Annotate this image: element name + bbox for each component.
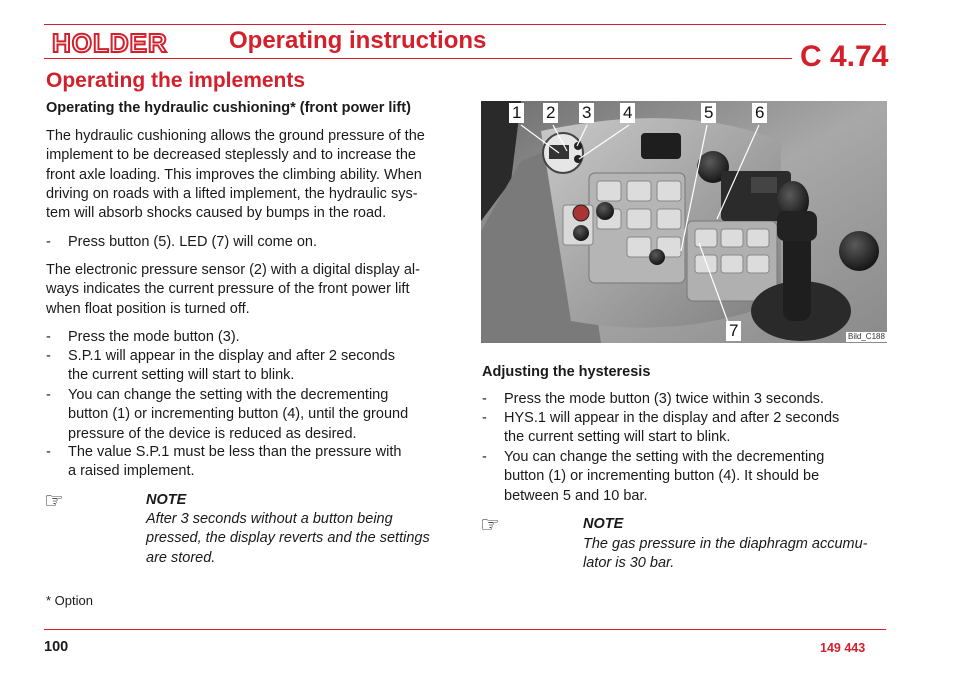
callout-7: 7 [726, 321, 741, 341]
footnote: * Option [46, 593, 93, 608]
text-line: the current setting will start to blink. [68, 367, 295, 384]
list-item [46, 347, 451, 387]
text-line: After 3 seconds without a button being [146, 511, 393, 527]
bullet-dash: - [46, 444, 51, 460]
text-line: implement to be decreased steplessly and to increase the [46, 147, 416, 164]
list-item [482, 409, 887, 449]
header-title: Operating instructions [229, 27, 487, 54]
pointing-hand-icon: ☞ [44, 488, 64, 513]
text-line: front axle loading. This improves the climbing ability. When [46, 166, 422, 183]
bullet-dash: - [482, 449, 487, 465]
holder-logo: HOLDER [52, 28, 168, 58]
list-item [46, 328, 451, 348]
bullet-dash: - [482, 410, 487, 426]
text-line: driving on roads with a lifted implement, the hydraulic sys- [46, 185, 418, 202]
callout-2: 2 [543, 103, 558, 123]
text-line: a raised implement. [68, 463, 195, 480]
callout-6: 6 [752, 103, 767, 123]
control-panel-illustration [481, 101, 887, 343]
text-line: You can change the setting with the decrementing [68, 387, 389, 403]
header-bottom-rule [44, 58, 792, 59]
bullet-text: Press the mode button (3) twice within 3 seconds. [504, 391, 824, 407]
text-line: The gas pressure in the diaphragm accumu- [583, 536, 868, 552]
text-line: The value S.P.1 must be less than the pressure with [68, 444, 402, 460]
bullet-dash: - [482, 391, 487, 407]
text-line: HYS.1 will appear in the display and after 2 seconds [504, 410, 840, 426]
bullet-text [68, 443, 401, 482]
image-credit: Bild_C188 [848, 332, 885, 341]
left-bullet-press-button-5 [46, 233, 451, 253]
bullet-dash: - [46, 329, 51, 345]
text-line: pressure of the device is reduced as desired. [68, 425, 357, 442]
text-line: S.P.1 will appear in the display and after 2 seconds [68, 348, 395, 364]
text-line: The hydraulic cushioning allows the ground pressure of the [46, 128, 425, 144]
left-note-body [146, 510, 451, 568]
left-subheading: Operating the hydraulic cushioning* (front power lift) [46, 100, 411, 116]
text-line: between 5 and 10 bar. [504, 487, 648, 504]
section-title: Operating the implements [46, 69, 306, 92]
text-line: are stored. [146, 549, 216, 566]
text-line: ways indicates the current pressure of the front power lift [46, 281, 410, 298]
footer-rule [44, 629, 886, 630]
text-line: button (1) or incrementing button (4). It should be [504, 468, 820, 485]
list-item [482, 390, 887, 410]
pointing-hand-icon: ☞ [480, 512, 500, 537]
list-item [46, 386, 451, 446]
left-note-heading: NOTE [146, 492, 187, 508]
control-panel-photo [481, 101, 887, 343]
right-subheading: Adjusting the hysteresis [482, 364, 651, 380]
bullet-dash: - [46, 234, 51, 250]
right-note-heading: NOTE [583, 516, 624, 532]
text-line: lator is 30 bar. [583, 555, 675, 572]
text-line: The electronic pressure sensor (2) with a digital display al- [46, 262, 420, 278]
text-line: tem will absorb shocks caused by bumps in the road. [46, 205, 387, 222]
text-line: the current setting will start to blink. [504, 429, 731, 446]
bullet-text: Press the mode button (3). [68, 329, 240, 345]
left-paragraph-1 [46, 127, 451, 223]
text-line: button (1) or incrementing button (4), until the ground [68, 406, 409, 423]
text-line: pressed, the display reverts and the settings [146, 530, 430, 547]
list-item [482, 448, 887, 508]
left-paragraph-2 [46, 261, 451, 319]
right-bullet-list [482, 390, 887, 510]
section-code: C 4.74 [800, 40, 889, 73]
bullet-dash: - [46, 348, 51, 364]
callout-3: 3 [579, 103, 594, 123]
left-bullet-list [46, 328, 451, 480]
header-top-rule [44, 24, 886, 25]
page-number: 100 [44, 639, 69, 655]
callout-5: 5 [701, 103, 716, 123]
bullet-text [68, 386, 408, 444]
text-line: You can change the setting with the decrementing [504, 449, 825, 465]
text-line: when float position is turned off. [46, 300, 250, 317]
list-item [46, 443, 451, 483]
bullet-text [504, 448, 824, 506]
right-note-body [583, 535, 888, 574]
bullet-text [68, 347, 395, 386]
callout-1: 1 [509, 103, 524, 123]
callout-4: 4 [620, 103, 635, 123]
document-number: 149 443 [820, 641, 866, 655]
bullet-text [504, 409, 839, 448]
bullet-dash: - [46, 387, 51, 403]
bullet-text: Press button (5). LED (7) will come on. [68, 234, 318, 250]
